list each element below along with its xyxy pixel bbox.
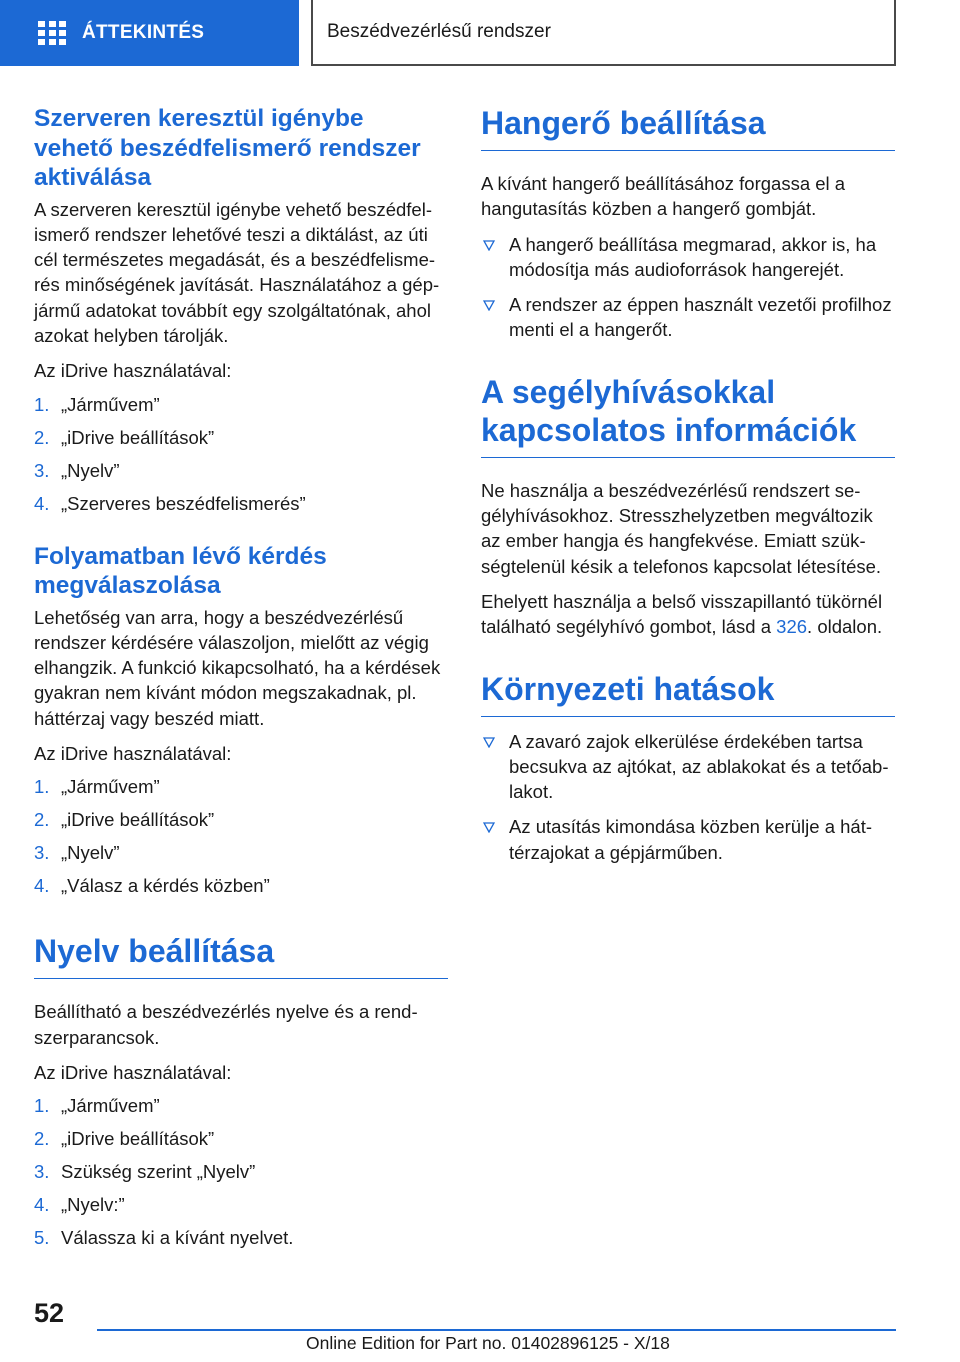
- chapter-title: Beszédvezérlésű rendszer: [327, 21, 551, 42]
- step-text: „Nyelv”: [61, 842, 120, 864]
- step-text: „iDrive beállítások”: [61, 809, 215, 831]
- list-item: [34, 392, 448, 417]
- step-text: „Járművem”: [61, 1095, 160, 1117]
- list-item: [34, 774, 448, 799]
- step-number: 1.: [34, 1095, 50, 1117]
- footer-edition-text: Online Edition for Part no. 01402896125 - X/18: [306, 1333, 670, 1353]
- step-number: 3.: [34, 842, 50, 864]
- section-heading: Nyelv beállítása: [34, 932, 448, 979]
- bullet-text: A rendszer az éppen használt vezetői profilhoz menti el a hangerőt.: [509, 294, 892, 341]
- step-text: Válassza ki a kívánt nyelvet.: [61, 1227, 294, 1249]
- section-body: A kívánt hangerő beállításához forgassa el a hangutasítás közben a hangerő gombját.: [481, 173, 846, 220]
- step-number: 1.: [34, 776, 50, 798]
- steps-list: [34, 392, 448, 516]
- triangle-bullet-icon: [481, 292, 509, 343]
- triangle-bullet-icon: [481, 232, 509, 283]
- body-text: . oldalon.: [807, 616, 883, 638]
- section-body: Beállítható a beszédvezérlés nyelve és a rendszerparancsok.: [34, 1001, 418, 1048]
- footer-divider: [97, 1329, 896, 1331]
- list-item: [481, 814, 895, 865]
- section-body-2: [481, 589, 895, 640]
- body-text: Ehelyett használja a belső visszapillantó tükörnél található segélyhívó gombot, lásd a: [481, 590, 883, 638]
- step-text: „Járművem”: [61, 776, 160, 798]
- list-item: [34, 491, 448, 516]
- overview-tab[interactable]: [0, 0, 299, 66]
- steps-list: [34, 774, 448, 898]
- list-item: [34, 458, 448, 483]
- section-answer-question: [34, 542, 448, 899]
- right-column: [481, 104, 895, 865]
- step-text: „Válasz a kérdés közben”: [61, 875, 270, 897]
- list-item: [34, 1225, 448, 1250]
- step-number: 4.: [34, 875, 50, 897]
- section-language-setting: [34, 932, 448, 1250]
- page-header: [0, 0, 960, 66]
- section-heading: Szerveren keresztül igénybe vehető beszédfelismerő rendszer aktiválása: [34, 105, 421, 191]
- list-item: [34, 425, 448, 450]
- step-text: „Nyelv”: [61, 459, 120, 481]
- step-text: „Járművem”: [61, 393, 160, 415]
- section-emergency-call-info: [481, 373, 895, 640]
- bullet-list: [481, 729, 895, 865]
- triangle-bullet-icon: [481, 814, 509, 865]
- section-heading: A segélyhívásokkal kapcsolatos információk: [481, 373, 895, 458]
- step-number: 4.: [34, 492, 50, 514]
- step-number: 3.: [34, 1161, 50, 1183]
- list-item: [34, 840, 448, 865]
- list-item: [34, 873, 448, 898]
- step-number: 5.: [34, 1227, 50, 1249]
- bullet-text: A hangerő beállítása megmarad, akkor is, ha módosítja más audioforrások hangerejét.: [509, 233, 877, 280]
- section-heading: Folyamatban lévő kérdés megválaszolása: [34, 542, 327, 600]
- left-column: [34, 104, 448, 1250]
- list-item: [34, 1093, 448, 1118]
- list-item: [481, 729, 895, 805]
- list-item: [34, 1126, 448, 1151]
- bullet-text: A zavaró zajok elkerülése érdekében tartsa becsukva az ajtókat, az ablakokat és a tetőablakot.: [509, 730, 889, 803]
- section-environmental-effects: [481, 670, 895, 865]
- overview-tab-label: ÁTTEKINTÉS: [82, 22, 205, 43]
- step-text: „iDrive beállítások”: [61, 426, 215, 448]
- step-number: 1.: [34, 393, 50, 415]
- list-item: [481, 292, 895, 343]
- step-text: „Szerveres beszédfelismerés”: [61, 492, 306, 514]
- section-intro: Az iDrive használatával:: [34, 360, 232, 382]
- page-number: 52: [34, 1298, 65, 1328]
- list-item: [34, 1192, 448, 1217]
- section-server-speech-recognition: [34, 104, 448, 516]
- step-text: „Nyelv:”: [61, 1194, 125, 1216]
- list-item: [481, 232, 895, 283]
- section-heading: Környezeti hatások: [481, 670, 895, 717]
- section-intro: Az iDrive használatával:: [34, 743, 232, 765]
- section-body: Ne használja a beszédvezérlésű rendszert segélyhívásokhoz. Stresszhelyzetben megváltozik az ember hangja és hangfekvése. Emiatt szükségtelenül késik a telefonos kapcsolat létesítése.: [481, 479, 882, 577]
- page-reference-link[interactable]: 326: [776, 616, 808, 638]
- step-number: 2.: [34, 426, 50, 448]
- section-volume-setting: [481, 104, 895, 343]
- step-text: Szükség szerint „Nyelv”: [61, 1161, 256, 1183]
- step-number: 2.: [34, 1128, 50, 1150]
- bullet-text: Az utasítás kimondása közben kerülje a háttérzajokat a gépjárműben.: [509, 816, 873, 863]
- step-number: 4.: [34, 1194, 50, 1216]
- section-body: Lehetőség van arra, hogy a beszédvezérlésű rendszer kérdésére válaszoljon, mielőtt az végig elhangzik. A funkció kikapcsolható, ha a kérdések gyakran nem kívánt módon megszakadnak, pl. háttérzaj vagy beszéd miatt.: [34, 606, 441, 729]
- bullet-list: [481, 232, 895, 343]
- steps-list: [34, 1093, 448, 1250]
- section-heading: Hangerő beállítása: [481, 104, 895, 151]
- chapter-title-box: [311, 0, 896, 66]
- section-intro: Az iDrive használatával:: [34, 1061, 232, 1083]
- triangle-bullet-icon: [481, 729, 509, 805]
- step-number: 2.: [34, 809, 50, 831]
- step-number: 3.: [34, 459, 50, 481]
- step-text: „iDrive beállítások”: [61, 1128, 215, 1150]
- grid-menu-icon: [38, 21, 66, 45]
- section-body: A szerveren keresztül igénybe vehető beszédfelismerő rendszer lehetővé teszi a diktálást, az úti cél természetes megadását, és a beszédfelismerés minőségének javítását. Használatához a gépjármű adatokat továbbít egy szolgáltatónak, ahol azokat helyben tárolják.: [34, 198, 440, 346]
- list-item: [34, 807, 448, 832]
- list-item: [34, 1159, 448, 1184]
